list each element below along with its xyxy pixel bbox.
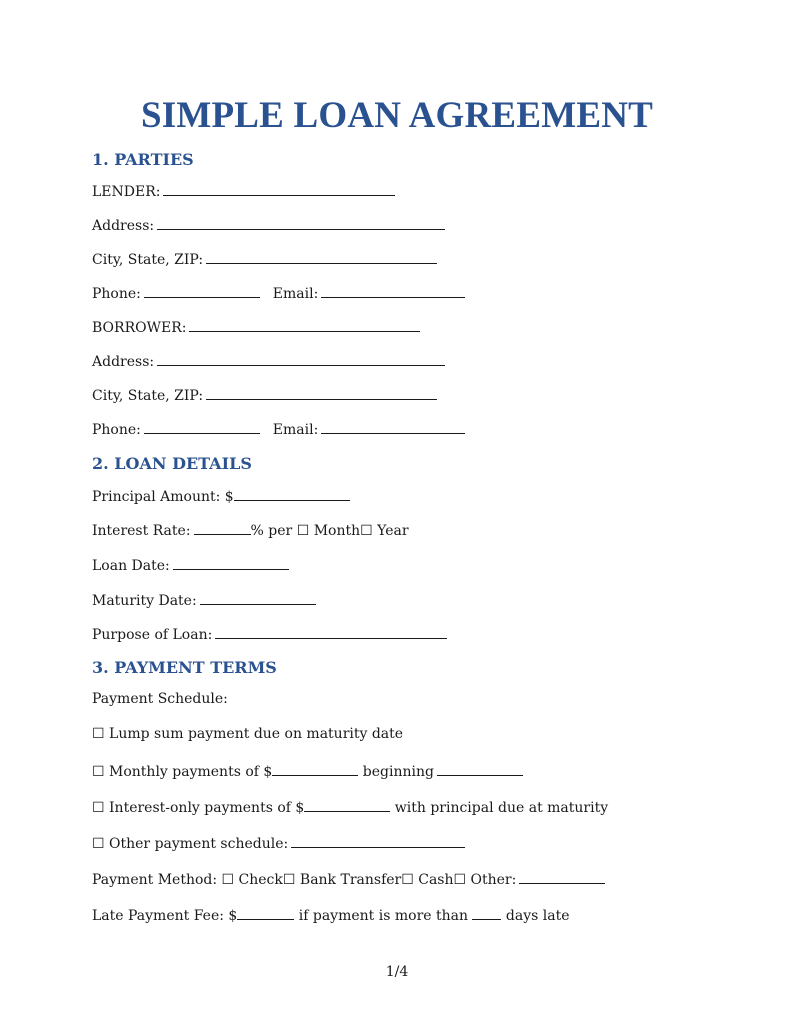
late-fee-row bbox=[92, 905, 570, 925]
checkbox-year[interactable]: ☐ bbox=[360, 523, 373, 539]
lender-phone-label: Phone: bbox=[92, 286, 141, 302]
lender-city-label: City, State, ZIP: bbox=[92, 252, 204, 268]
loan-date-field[interactable] bbox=[173, 555, 289, 570]
option-lump-sum-row bbox=[92, 725, 403, 743]
borrower-city-field[interactable] bbox=[206, 385, 437, 400]
monthly-amount-field[interactable] bbox=[272, 761, 358, 776]
loan-date-row bbox=[92, 555, 289, 575]
purpose-field[interactable] bbox=[215, 624, 447, 639]
late-fee-middle-label: if payment is more than bbox=[298, 908, 468, 924]
interest-rate-field[interactable] bbox=[194, 520, 251, 535]
schedule-label: Payment Schedule: bbox=[92, 691, 228, 707]
checkbox-other-method[interactable]: ☐ bbox=[453, 872, 467, 888]
method-other-label: Other: bbox=[470, 872, 517, 888]
option-other-schedule-row bbox=[92, 833, 465, 853]
late-fee-amount-field[interactable] bbox=[237, 905, 294, 920]
option-monthly-label: Monthly payments of $ bbox=[109, 764, 273, 780]
borrower-phone-label: Phone: bbox=[92, 422, 141, 438]
option-year-label: Year bbox=[377, 523, 409, 539]
late-fee-label: Late Payment Fee: $ bbox=[92, 908, 238, 924]
checkbox-interest-only[interactable]: ☐ bbox=[92, 800, 105, 816]
borrower-city-row bbox=[92, 385, 437, 405]
borrower-email-field[interactable] bbox=[321, 419, 465, 434]
monthly-start-date-field[interactable] bbox=[437, 761, 523, 776]
method-cash-label: Cash bbox=[418, 872, 454, 888]
checkbox-monthly[interactable]: ☐ bbox=[92, 764, 105, 780]
lender-city-row bbox=[92, 249, 437, 269]
maturity-date-row bbox=[92, 590, 316, 610]
borrower-email-label: Email: bbox=[272, 422, 319, 438]
maturity-date-field[interactable] bbox=[200, 590, 316, 605]
lender-city-field[interactable] bbox=[206, 249, 437, 264]
purpose-row bbox=[92, 624, 447, 644]
interest-label: Interest Rate: bbox=[92, 523, 191, 539]
section-heading-payment-terms: 3. PAYMENT TERMS bbox=[92, 658, 277, 677]
option-interest-only-label: Interest-only payments of $ bbox=[109, 800, 305, 816]
late-fee-suffix-label: days late bbox=[505, 908, 570, 924]
method-bank-transfer-label: Bank Transfer bbox=[299, 872, 402, 888]
document-title: SIMPLE LOAN AGREEMENT bbox=[141, 95, 653, 136]
lender-label: LENDER: bbox=[92, 184, 161, 200]
borrower-phone-field[interactable] bbox=[144, 419, 260, 434]
lender-name-field[interactable] bbox=[163, 181, 395, 196]
lender-row bbox=[92, 181, 395, 201]
borrower-label: BORROWER: bbox=[92, 320, 187, 336]
borrower-address-row bbox=[92, 351, 445, 371]
option-monthly-row bbox=[92, 761, 523, 781]
interest-row bbox=[92, 520, 409, 540]
option-lump-sum-label: Lump sum payment due on maturity date bbox=[109, 726, 404, 742]
checkbox-bank-transfer[interactable]: ☐ bbox=[282, 872, 296, 888]
page-number: 1/4 bbox=[385, 964, 409, 980]
borrower-contact-row bbox=[92, 419, 465, 439]
checkbox-month[interactable]: ☐ bbox=[296, 523, 310, 539]
principal-label: Principal Amount: $ bbox=[92, 489, 234, 505]
method-check-label: Check bbox=[238, 872, 283, 888]
loan-date-label: Loan Date: bbox=[92, 558, 170, 574]
lender-phone-field[interactable] bbox=[144, 283, 260, 298]
borrower-address-label: Address: bbox=[92, 354, 155, 370]
section-heading-parties: 1. PARTIES bbox=[92, 150, 194, 169]
other-method-field[interactable] bbox=[519, 869, 605, 884]
lender-address-row bbox=[92, 215, 445, 235]
late-days-field[interactable] bbox=[472, 905, 501, 920]
borrower-name-field[interactable] bbox=[189, 317, 420, 332]
option-other-schedule-label: Other payment schedule: bbox=[109, 836, 289, 852]
checkbox-check[interactable]: ☐ bbox=[221, 872, 235, 888]
option-monthly-beginning-label: beginning bbox=[362, 764, 434, 780]
section-heading-loan-details: 2. LOAN DETAILS bbox=[92, 454, 252, 473]
principal-amount-field[interactable] bbox=[234, 486, 350, 501]
interest-only-amount-field[interactable] bbox=[304, 797, 390, 812]
schedule-row bbox=[92, 690, 228, 708]
borrower-city-label: City, State, ZIP: bbox=[92, 388, 204, 404]
payment-method-row bbox=[92, 869, 605, 889]
checkbox-cash[interactable]: ☐ bbox=[401, 872, 414, 888]
borrower-address-field[interactable] bbox=[157, 351, 445, 366]
checkbox-other-schedule[interactable]: ☐ bbox=[92, 836, 105, 852]
lender-address-label: Address: bbox=[92, 218, 155, 234]
other-schedule-field[interactable] bbox=[291, 833, 465, 848]
option-month-label: Month bbox=[313, 523, 361, 539]
principal-row bbox=[92, 486, 350, 506]
lender-email-field[interactable] bbox=[321, 283, 465, 298]
maturity-date-label: Maturity Date: bbox=[92, 593, 197, 609]
lender-contact-row bbox=[92, 283, 465, 303]
payment-method-label: Payment Method: bbox=[92, 872, 218, 888]
checkbox-lump-sum[interactable]: ☐ bbox=[92, 726, 105, 742]
lender-address-field[interactable] bbox=[157, 215, 445, 230]
option-interest-only-row bbox=[92, 797, 608, 817]
interest-per-label: % per bbox=[250, 523, 293, 539]
option-interest-only-suffix: with principal due at maturity bbox=[394, 800, 609, 816]
lender-email-label: Email: bbox=[272, 286, 319, 302]
purpose-label: Purpose of Loan: bbox=[92, 627, 213, 643]
borrower-row bbox=[92, 317, 420, 337]
